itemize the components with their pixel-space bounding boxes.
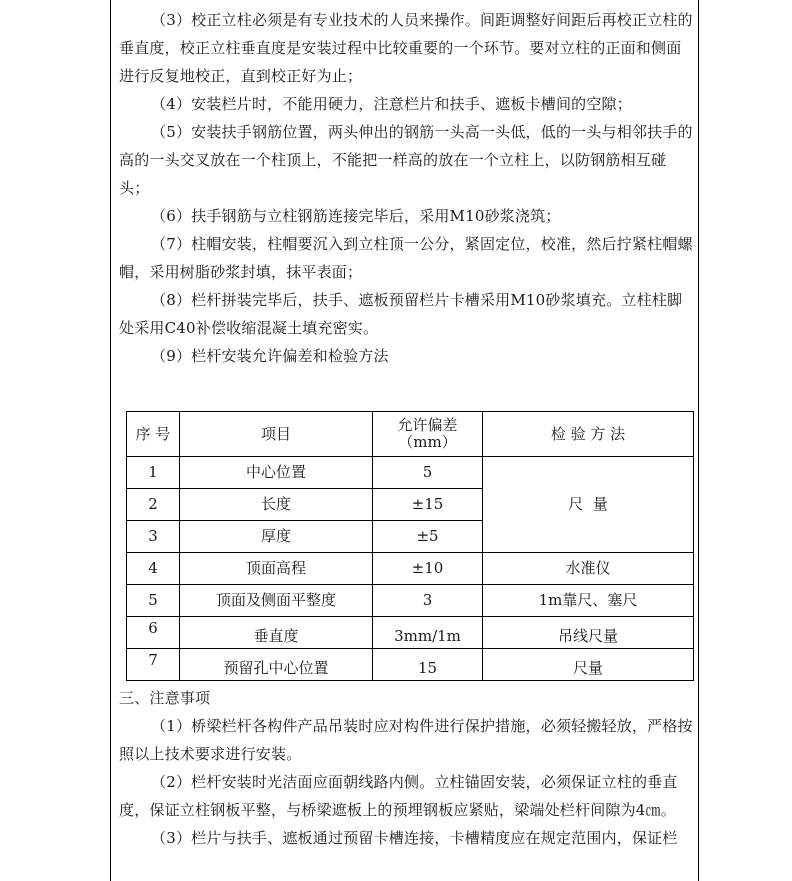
row-tolerance: 15 <box>373 649 483 681</box>
row-method: 尺量 <box>483 649 694 681</box>
row-item: 垂直度 <box>180 617 373 649</box>
row-tolerance: 3mm/1m <box>373 617 483 649</box>
row-method: 水准仪 <box>483 553 694 585</box>
notice-paragraph-2: （2）栏杆安装时光洁面应面朝线路内侧。立柱锚固安装，必须保证立柱的垂直度，保证立柱钢板平整，与桥梁遮板上的预埋钢板应紧贴，梁端处栏杆间隙为4㎝。 <box>119 773 678 819</box>
paragraph-3: （3）校正立柱必须是有专业技术的人员来操作。间距调整好间距后再校正立柱的垂直度，校正立柱垂直度是安装过程中比较重要的一个环节。要对立柱的正面和侧面进行反复地校正，直到校正好为止； <box>119 11 693 85</box>
header-tolerance-line2: （mm） <box>398 433 457 451</box>
header-item: 项目 <box>180 412 373 457</box>
notice-paragraph-3: （3）栏片与扶手、遮板通过预留卡槽连接，卡槽精度应在规定范围内，保证栏 <box>151 829 678 847</box>
row-no: 4 <box>127 553 180 585</box>
row-tolerance: ±5 <box>373 521 483 553</box>
row-no: 1 <box>127 457 180 489</box>
row-no: 2 <box>127 489 180 521</box>
document-body <box>119 6 695 370</box>
row-item: 顶面及侧面平整度 <box>180 585 373 617</box>
row-item: 中心位置 <box>180 457 373 489</box>
paragraph-6: （6）扶手钢筋与立柱钢筋连接完毕后，采用M10砂浆浇筑； <box>151 207 561 225</box>
row-no: 5 <box>127 585 180 617</box>
row-method: 吊线尺量 <box>483 617 694 649</box>
row-tolerance: 5 <box>373 457 483 489</box>
section-title: 三、注意事项 <box>119 689 211 707</box>
table-row <box>127 649 694 681</box>
notice-paragraph-1: （1）桥梁栏杆各构件产品吊装时应对构件进行保护措施，必须轻搬轻放，严格按照以上技术要求进行安装。 <box>119 717 693 763</box>
table-row <box>127 457 694 489</box>
paragraph-7: （7）柱帽安装，柱帽要沉入到立柱顶一公分，紧固定位，校准，然后拧紧柱帽螺帽，采用树脂砂浆封填，抹平表面； <box>119 235 693 281</box>
row-tolerance: ±10 <box>373 553 483 585</box>
paragraph-5: （5）安装扶手钢筋位置，两头伸出的钢筋一头高一头低，低的一头与相邻扶手的高的一头交叉放在一个柱顶上，不能把一样高的放在一个立柱上，以防钢筋相互碰头； <box>119 123 693 197</box>
row-method-merged: 尺 量 <box>483 457 694 553</box>
row-no: 6 <box>127 617 180 649</box>
row-item: 长度 <box>180 489 373 521</box>
row-item: 预留孔中心位置 <box>180 649 373 681</box>
paragraph-4: （4）安装栏片时，不能用硬力，注意栏片和扶手、遮板卡槽间的空隙； <box>151 95 632 113</box>
header-method: 检 验 方 法 <box>483 412 694 457</box>
table-row <box>127 585 694 617</box>
table-row <box>127 553 694 585</box>
row-method: 1m靠尺、塞尺 <box>483 585 694 617</box>
row-item: 顶面高程 <box>180 553 373 585</box>
tolerance-table <box>126 411 694 681</box>
row-tolerance: ±15 <box>373 489 483 521</box>
row-no: 7 <box>127 649 180 681</box>
table-row <box>127 617 694 649</box>
header-no: 序 号 <box>127 412 180 457</box>
header-tolerance-line1: 允许偏差 <box>397 416 458 434</box>
paragraph-9: （9）栏杆安装允许偏差和检验方法 <box>151 347 389 365</box>
paragraph-8: （8）栏杆拼装完毕后，扶手、遮板预留栏片卡槽采用M10砂浆填充。立柱柱脚处采用C40补偿收缩混凝土填充密实。 <box>119 291 683 337</box>
row-item: 厚度 <box>180 521 373 553</box>
document-body-lower <box>119 684 695 852</box>
header-tolerance <box>373 412 483 457</box>
row-no: 3 <box>127 521 180 553</box>
row-tolerance: 3 <box>373 585 483 617</box>
table-header-row <box>127 412 694 457</box>
